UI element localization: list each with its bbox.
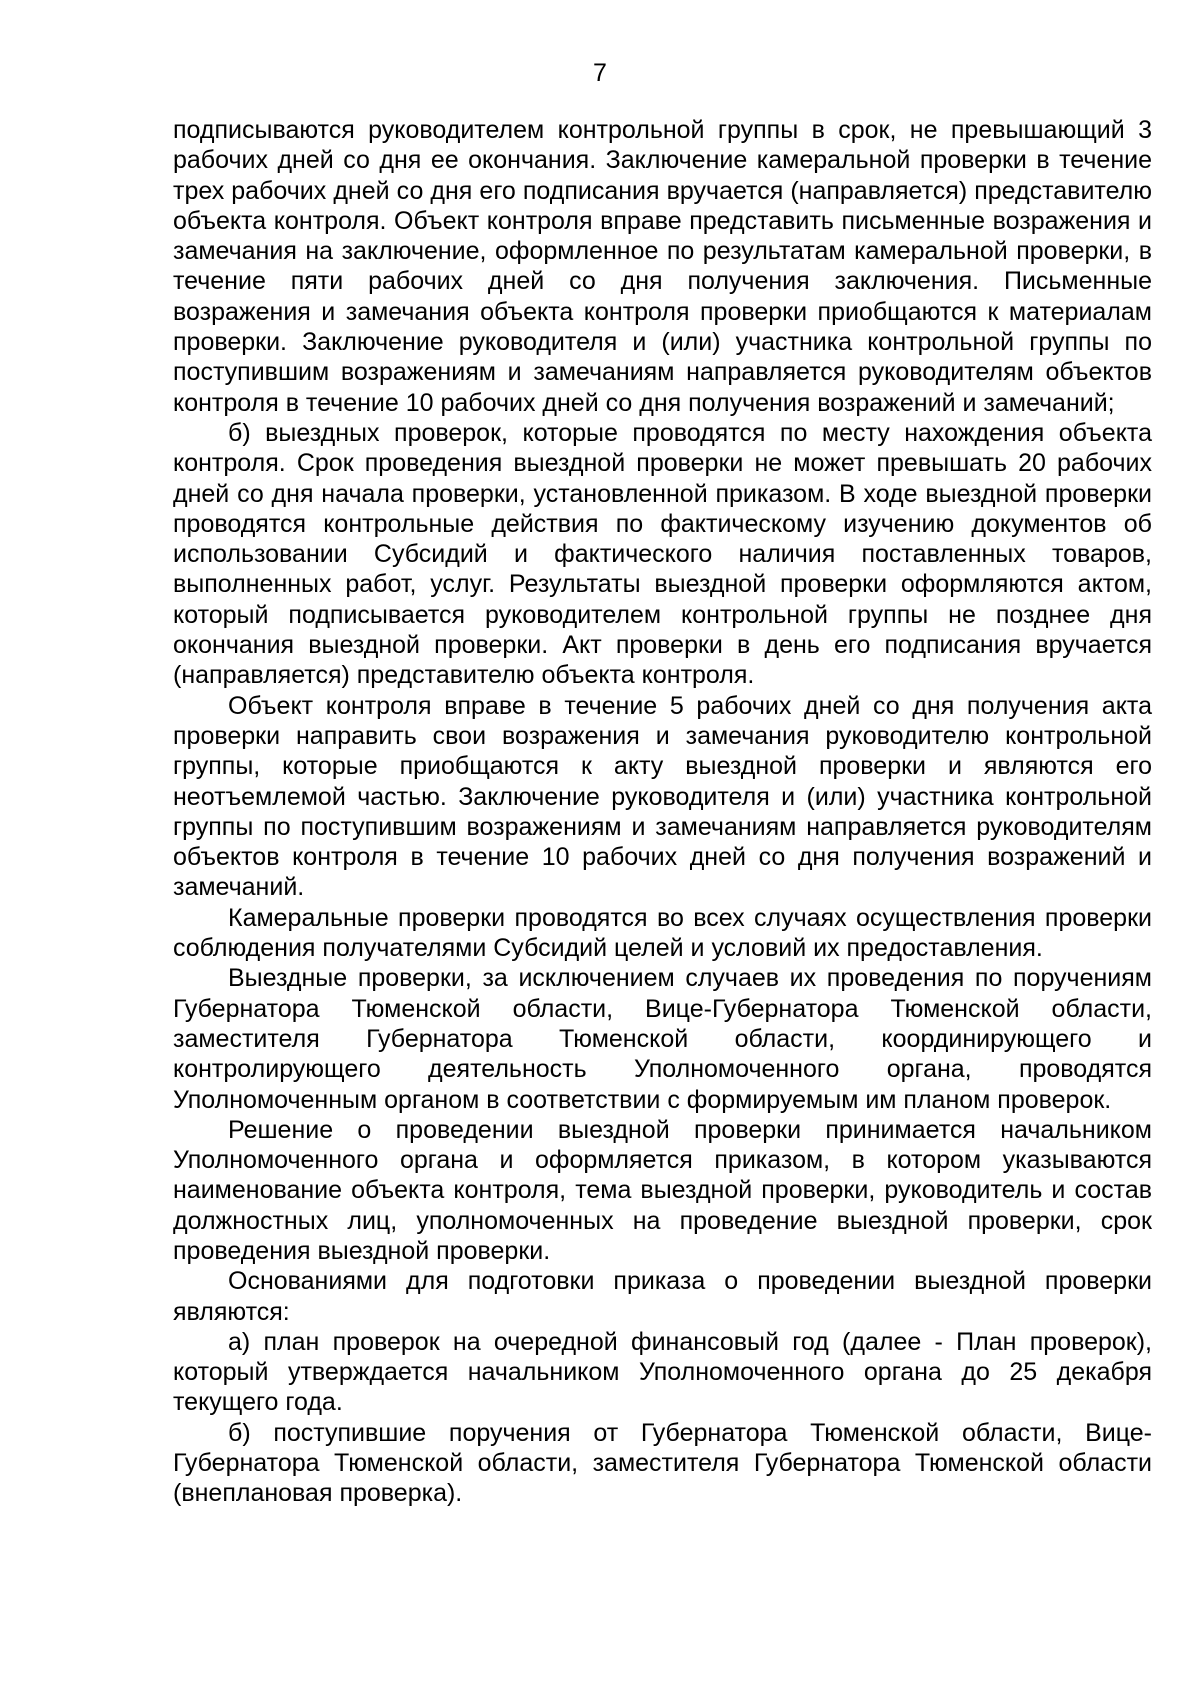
document-body bbox=[173, 115, 1152, 1509]
paragraph-ground-a: а) план проверок на очередной финансовый год (далее - План проверок), который утверждается начальником Уполномоченного органа до 25 декабря текущего года. bbox=[173, 1327, 1152, 1417]
paragraph-decision: Решение о проведении выездной проверки принимается начальником Уполномоченного органа и оформляется приказом, в котором указываются наименование объекта контроля, тема выездной проверки, руководитель и состав должностных лиц, уполномоченных на проведение выездной проверки, срок проведения выездной проверки. bbox=[173, 1115, 1152, 1265]
paragraph-field-inspections: б) выездных проверок, которые проводятся по месту нахождения объекта контроля. Срок проведения выездной проверки не может превышать 20 рабочих дней со дня начала проверки, установленной приказом. В ходе выездной проверки проводятся контрольные действия по фактическому изучению документов об использовании Субсидий и фактического наличия поставленных товаров, выполненных работ, услуг. Результаты выездной проверки оформляются актом, который подписывается руководителем контрольной группы не позднее дня окончания выездной проверки. Акт проверки в день его подписания вручается (направляется) представителю объекта контроля. bbox=[173, 418, 1152, 690]
page-number: 7 bbox=[593, 59, 607, 87]
paragraph-grounds: Основаниями для подготовки приказа о проведении выездной проверки являются: bbox=[173, 1267, 1152, 1326]
paragraph-field-inspections-plan: Выездные проверки, за исключением случаев их проведения по поручениям Губернатора Тюменской области, Вице-Губернатора Тюменской области, заместителя Губернатора Тюменской области, координирующего и контролирующего деятельность Уполномоченного органа, проводятся Уполномоченным органом в соответствии с формируемым им планом проверок. bbox=[173, 964, 1152, 1114]
paragraph-desk-inspections: Камеральные проверки проводятся во всех случаях осуществления проверки соблюдения получателями Субсидий целей и условий их предоставления. bbox=[173, 903, 1152, 963]
paragraph-objections: Объект контроля вправе в течение 5 рабочих дней со дня получения акта проверки направить свои возражения и замечания руководителю контрольной группы, которые приобщаются к акту выездной проверки и являются его неотъемлемой частью. Заключение руководителя и (или) участника контрольной группы по поступившим возражениям и замечаниям направляется руководителям объектов контроля в течение 10 рабочих дней со дня получения возражений и замечаний. bbox=[173, 691, 1152, 902]
paragraph-continuation: подписываются руководителем контрольной группы в срок, не превышающий 3 рабочих дней со дня ее окончания. Заключение камеральной проверки в течение трех рабочих дней со дня его подписания вручается (направляется) представителю объекта контроля. Объект контроля вправе представить письменные возражения и замечания на заключение, оформленное по результатам камеральной проверки, в течение пяти рабочих дней со дня получения заключения. Письменные возражения и замечания объекта контроля проверки приобщаются к материалам проверки. Заключение руководителя и (или) участника контрольной группы по поступившим возражениям и замечаниям направляется руководителям объектов контроля в течение 10 рабочих дней со дня получения возражений и замечаний; bbox=[173, 116, 1152, 417]
paragraph-ground-b: б) поступившие поручения от Губернатора Тюменской области, Вице-Губернатора Тюменской области, заместителя Губернатора Тюменской области (внеплановая проверка). bbox=[173, 1418, 1152, 1508]
